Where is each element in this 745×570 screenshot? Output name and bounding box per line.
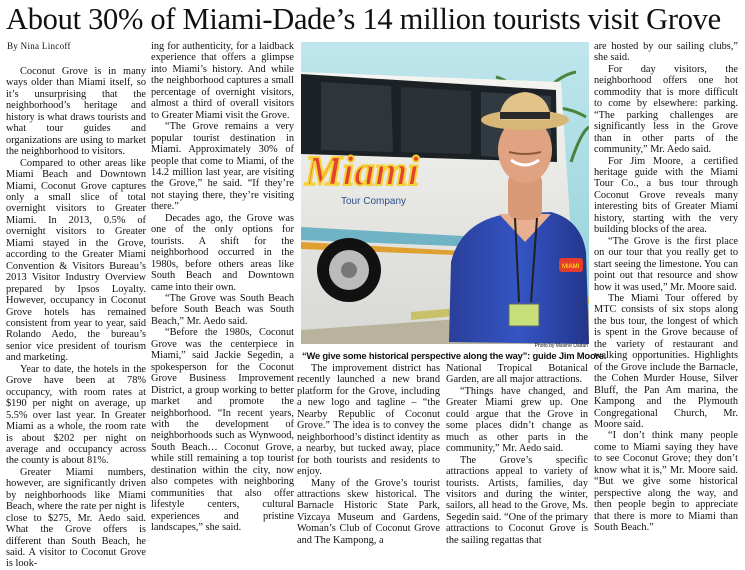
- paragraph: “Things have changed, and Greater Miami grew up. One could argue that the Grove in some places didn’t change as much as other parts in the community,” Mr. Aedo said.: [446, 385, 588, 455]
- paragraph-continuation: are hosted by our sailing clubs,” she said.: [594, 41, 738, 64]
- paragraph: “The Grove remains a very popular tourist destination in Miami. Approximately 30% of people that come to Miami, of the 14.2 million last year, are visiting the Grove,” he said. “If they’re not staying there, they’re visiting there.”: [151, 121, 294, 213]
- paragraph-continuation: ing for authenticity, for a laidback experience that offers a glimpse into Miami’s history. And while the neighborhood captures a small percentage of overnight visitors, almost a third of overall visitors to Greater Miami visit the Grove.: [151, 41, 294, 121]
- paragraph: Many of the Grove’s tourist attractions skew historical. The Barnacle Historic State Park, Vizcaya Museum and Gardens, Woman’s Club of Coconut Grove and The Kampong, a: [297, 477, 440, 546]
- paragraph-continuation: National Tropical Botanical Garden, are all major attractions.: [446, 363, 588, 386]
- bus-logo-subtitle: Tour Company: [341, 196, 407, 207]
- headline: About 30% of Miami-Dade’s 14 million tourists visit Grove: [6, 2, 721, 36]
- photo-credit: Photo by Maxine Uadan: [534, 343, 588, 349]
- article-column-3: [297, 363, 440, 546]
- article-column-5: [594, 41, 738, 533]
- paragraph: Year to date, the hotels in the Grove have been at 78% occupancy, with room rates at $190 per night on average, up 5.5% over last year. In Greater Miami as a whole, the room rate is about $202 per night on average and occupancy across the county is about 81%.: [6, 363, 146, 467]
- paragraph: “Before the 1980s, Coconut Grove was the centerpiece in Miami,” said Jackie Segedin, a spokesperson for the Coconut Grove Business Improvement District, a group working to better market and promote the neighborhood. “In recent years, with the development of neighborhoods such as Wynwood, South Beach… Coconut Grove, while still remaining a top tourist destination within the city, now also competes with neighboring communities that also offer lifestyle centers, cultural experiences and pristine landscapes,” she said.: [151, 327, 294, 534]
- paragraph: The Miami Tour offered by MTC consists of six stops along the bus tour, the longest of which is spent in the Grove because of the variety of restaurant and walking opportunities. Highlights of the Grove include the Barnacle, the Cohen Murder House, Silver Bluff, the Pan Am marina, the Kampong and the Plymouth Congregational Church, Mr. Moore said.: [594, 292, 738, 430]
- shirt-badge-text: MIAMI: [562, 264, 580, 270]
- photo-caption: “We give some historical perspective along the way”: guide Jim Moore.: [302, 350, 607, 361]
- paragraph: Coconut Grove is in many ways older than Miami itself, so it’s unsurprising that the neighborhood’s heritage and history is what draws tourists and what tour guides and organizations are using to market the neighborhood to visitors.: [6, 66, 146, 158]
- article-column-1: [6, 66, 146, 570]
- paragraph: For day visitors, the neighborhood offers one hot commodity that is more difficult to come by elsewhere: parking. “The parking challenges are significantly less in the Grove than in other parts of the community,” Mr. Aedo said.: [594, 63, 738, 156]
- paragraph: For Jim Moore, a certified heritage guide with the Miami Tour Co., a bus tour through Coconut Grove reveals many interesting bits of Greater Miami history, starting with the very building blocks of the area.: [594, 155, 738, 236]
- article-photo: [301, 42, 589, 344]
- article-column-2: [151, 41, 294, 533]
- paragraph: Decades ago, the Grove was one of the only options for tourists. A shift for the neighborhood occurred in the 1980s, before others areas like South Beach and Downtown came into their own.: [151, 212, 294, 293]
- paragraph: Compared to other areas like Miami Beach and Downtown Miami, Coconut Grove captures only a small slice of total overnight visitors to Greater Miami. In 2013, 0.5% of overnight visitors to Greater Miami stayed in the Grove, according to the Greater Miami Convention & Visitors Bureau’s 2013 Visitor Industry Overview prepared by Ipsos Loyalty. However, occupancy in Coconut Grove hotels has remained consistent from year to year, said Rolando Aedo, the bureau’s senior vice president of tourism and marketing.: [6, 157, 146, 364]
- paragraph: Greater Miami numbers, however, are significantly driven by neighborhoods like Miami Beach, where the rate per night is close to $275, Mr. Aedo said. What the Grove offers is different than South Beach, he said. A visitor to Coconut Grove is look-: [6, 466, 146, 570]
- article-column-4: [446, 363, 588, 546]
- paragraph: “The Grove is the first place on our tour that you really get to start seeing the limestone. You can point out that resource and show how it was used,” Mr. Moore said.: [594, 235, 738, 293]
- paragraph: “The Grove was South Beach before South Beach was South Beach,” Mr. Aedo said.: [151, 292, 294, 327]
- bus-logo-text: Miami: [305, 149, 420, 195]
- paragraph: “I don’t think many people come to Miami saying they have to see Coconut Grove; they don’t know what it is,” Mr. Moore said. “But we give some historical perspective along the way, and then people begin to appreciate that there is more to Miami than South Beach.”: [594, 430, 738, 534]
- photo-illustration: [301, 42, 589, 344]
- paragraph: The Grove’s specific attractions appeal to variety of tourists. Artists, families, day visitors and during the winter, sailors, all head to the Grove, Ms. Segedin said. “One of the primary attractions to Coconut Grove is the sailing regattas that: [446, 454, 588, 546]
- paragraph: The improvement district has recently launched a new brand platform for the Grove, including a new logo and tagline – “the Nearby Republic of Coconut Grove.” The idea is to convey the neighborhood’s distinct identity as a nearby, but tucked away, place for both tourists and residents to enjoy.: [297, 363, 440, 478]
- byline: By Nina Lincoff: [7, 41, 71, 51]
